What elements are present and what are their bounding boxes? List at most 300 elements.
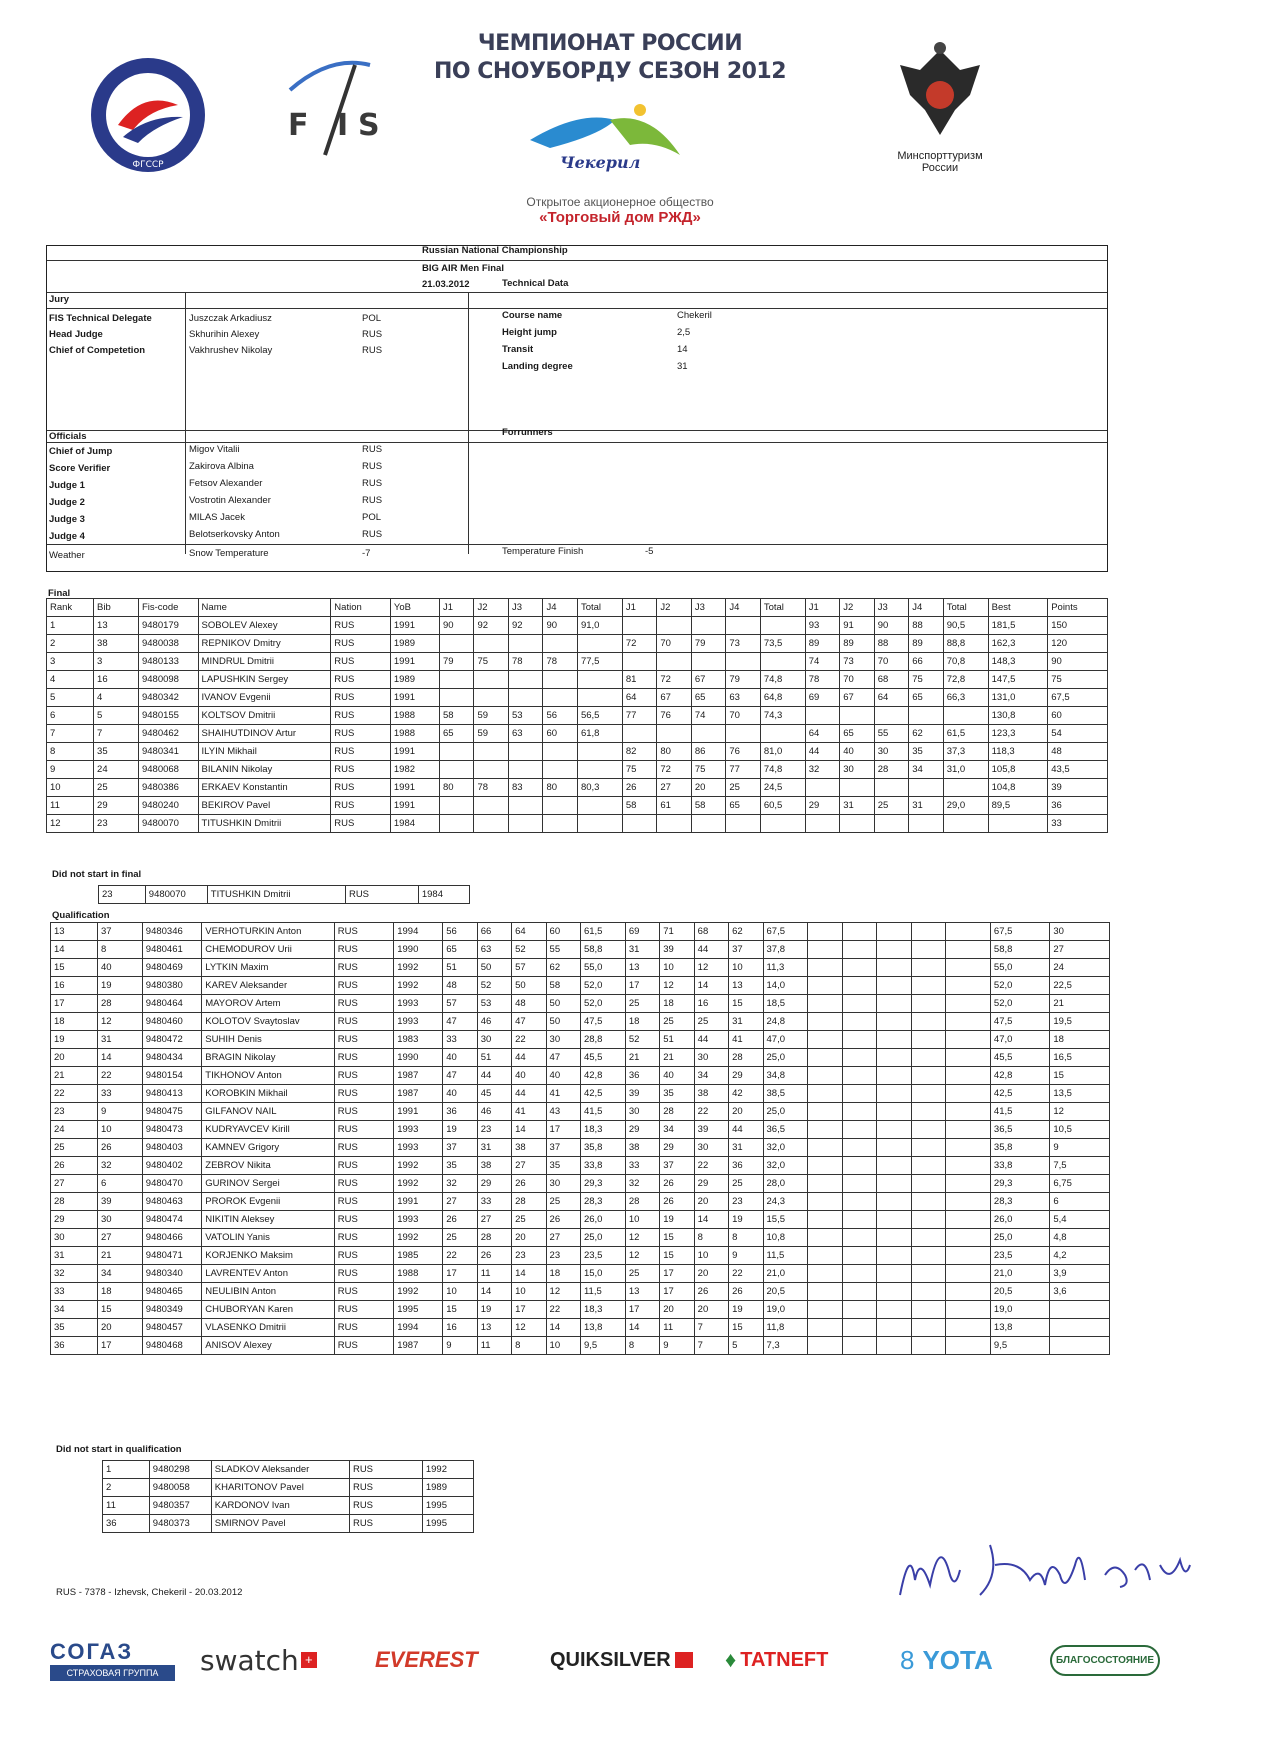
qualification-row-cell [911,1067,945,1085]
official-role-3: Judge 2 [49,497,85,508]
qualification-row-cell: 45,5 [990,1049,1049,1067]
final-row-cell: 72 [657,671,691,689]
final-row-cell: 75 [909,671,943,689]
final-row-cell [657,653,691,671]
qualification-row-cell: 45,5 [580,1049,625,1067]
tech-key-3: Landing degree [502,361,573,372]
qualification-row-cell: 44 [694,1031,728,1049]
qualification-row-cell [1050,1301,1110,1319]
final-row-cell [543,743,577,761]
rzd-sponsor [480,195,760,235]
qualification-row-cell: 9480464 [142,995,201,1013]
final-row-cell [508,797,542,815]
qualification-row-cell: 9480380 [142,977,201,995]
qualification-row-cell: 35 [546,1157,580,1175]
qualification-row-cell [946,1319,991,1337]
qualification-row-cell: 65 [443,941,477,959]
final-row-cell: 38 [94,635,139,653]
qualification-row-cell [946,1211,991,1229]
qualification-row-cell: 1990 [394,941,443,959]
qualification-row-cell: 9480434 [142,1049,201,1067]
qualification-row-cell [911,941,945,959]
final-row-cell: 9480462 [138,725,198,743]
column-header: Fis-code [138,599,198,617]
final-row-cell: RUS [331,635,391,653]
column-header: YoB [390,599,439,617]
qualification-row-cell: 9480475 [142,1103,201,1121]
qualification-row-cell: 11 [660,1319,694,1337]
final-row-cell: 29 [94,797,139,815]
qualification-row-cell: CHEMODUROV Urii [202,941,335,959]
qualification-row [51,941,1110,959]
qualification-row-cell: 52 [625,1031,659,1049]
qualification-row-cell: 9480472 [142,1031,201,1049]
qualification-row-cell: 28 [512,1193,546,1211]
final-row-cell: 78 [543,653,577,671]
qualification-row-cell: 60 [546,923,580,941]
final-row-cell [474,815,508,833]
qualification-row-cell: 27 [51,1175,98,1193]
qualification-row-cell: 26 [97,1139,142,1157]
final-row-cell: 35 [909,743,943,761]
qualification-row [51,1247,1110,1265]
qualification-row-cell: 25,0 [763,1049,808,1067]
final-row-cell: 1 [47,617,94,635]
qualification-row-cell: 51 [660,1031,694,1049]
qualification-row-cell: 1994 [394,923,443,941]
final-row-cell: 81 [622,671,656,689]
qualification-row-cell: 13 [729,977,763,995]
final-row [47,797,1108,815]
final-row-cell: 79 [691,635,725,653]
qualification-row-cell: 9480474 [142,1211,201,1229]
final-row-cell [440,797,474,815]
qualification-row-cell [911,1031,945,1049]
final-row-cell: 30 [874,743,908,761]
qualification-row [51,1031,1110,1049]
final-row-cell: 3 [47,653,94,671]
qualification-row-cell: 69 [625,923,659,941]
qualification-row-cell: 14 [477,1283,511,1301]
qualification-row-cell: RUS [334,1319,393,1337]
final-row-cell: 5 [47,689,94,707]
qualification-row-cell: SUHIH Denis [202,1031,335,1049]
final-header-row [47,599,1108,617]
qualification-row-cell: 31 [51,1247,98,1265]
svg-text:ФГССР: ФГССР [132,160,164,170]
qualification-row-cell: 10 [512,1283,546,1301]
qualification-row-cell [842,1139,876,1157]
qualification-row-cell [842,1301,876,1319]
dns-qual-row [103,1479,474,1497]
qualification-row-cell: 28,0 [763,1175,808,1193]
qualification-row-cell: 52 [512,941,546,959]
dns-qual-row [103,1515,474,1533]
qualification-row-cell: 44 [512,1049,546,1067]
qualification-row-cell: 28 [625,1193,659,1211]
official-name-1: Zakirova Albina [189,461,254,472]
tech-value-3: 31 [677,361,688,372]
qualification-row-cell: 26 [477,1247,511,1265]
column-header: Rank [47,599,94,617]
qualification-row-cell [877,977,911,995]
final-row-cell: 130,8 [988,707,1048,725]
final-row-cell: 88 [874,635,908,653]
official-nation-4: POL [362,512,382,523]
final-row-cell: 75 [474,653,508,671]
qualification-row-cell: 17 [625,1301,659,1319]
qualification-row-cell: 17 [51,995,98,1013]
final-row-cell: 75 [1048,671,1108,689]
qualification-row-cell: RUS [334,1337,393,1355]
qualification-row-cell [946,1103,991,1121]
qualification-row-cell: 29,3 [990,1175,1049,1193]
qualification-row-cell: 11 [477,1265,511,1283]
final-row-cell [543,671,577,689]
qualification-row-cell: 35 [660,1085,694,1103]
qualification-row-cell [877,1247,911,1265]
final-row-cell: 59 [474,707,508,725]
final-row-cell: 64 [874,689,908,707]
qualification-row-cell: 6 [97,1175,142,1193]
final-row-cell: 70 [726,707,760,725]
final-row-cell [657,815,691,833]
final-row-cell: 63 [726,689,760,707]
qualification-row-cell: 10,5 [1050,1121,1110,1139]
qualification-row-cell: 41 [546,1085,580,1103]
qualification-row-cell: 10,8 [763,1229,808,1247]
qualification-row-cell: 9480154 [142,1067,201,1085]
qualification-row-cell: 55,0 [580,959,625,977]
ministry-label: Минспорттуризм России [897,150,983,174]
final-row-cell [691,815,725,833]
final-row [47,617,1108,635]
qualification-row-cell: 8 [694,1229,728,1247]
dns-final-row-cell: 9480070 [145,886,207,904]
jury-nation-2: RUS [362,345,383,356]
qualification-row-cell: 40 [443,1049,477,1067]
title-line-1: ЧЕМПИОНАТ РОССИИ [477,31,743,56]
qualification-row-cell: 9480470 [142,1175,201,1193]
qualification-row-cell [808,1265,842,1283]
qualification-row-cell: 33,8 [990,1157,1049,1175]
qualification-row-cell [842,1283,876,1301]
final-row-cell: 73 [840,653,874,671]
qualification-row-cell [842,995,876,1013]
qualification-row-cell: 50 [546,995,580,1013]
snow-temperature-value: -7 [362,548,371,559]
final-row-cell [805,779,839,797]
qualification-row-cell [808,1337,842,1355]
qualification-row-cell: 9480402 [142,1157,201,1175]
qualification-row-cell: 38,5 [763,1085,808,1103]
final-row-cell: 5 [94,707,139,725]
final-row-cell: 1989 [390,635,439,653]
qualification-row-cell: 20 [694,1265,728,1283]
qualification-row-cell: 14 [51,941,98,959]
qualification-row-cell: 6,75 [1050,1175,1110,1193]
final-row-cell: 3 [94,653,139,671]
dns-final-row-cell: TITUSHKIN Dmitrii [207,886,345,904]
qualification-row-cell: 1991 [394,1103,443,1121]
qualification-row-cell [946,959,991,977]
qualification-row-cell: 26 [546,1211,580,1229]
final-row-cell: 29 [805,797,839,815]
final-row-cell: 67,5 [1048,689,1108,707]
final-row-cell: 30 [840,761,874,779]
qualification-row-cell [877,1013,911,1031]
qualification-row-cell: RUS [334,1283,393,1301]
qualification-row-cell: 15,5 [763,1211,808,1229]
qualification-row-cell: 29 [729,1067,763,1085]
final-row-cell: RUS [331,653,391,671]
qualification-row-cell: 29,3 [580,1175,625,1193]
final-row-cell [943,779,988,797]
qualification-row-cell [877,1319,911,1337]
qualification-row-cell [877,1211,911,1229]
official-nation-3: RUS [362,495,383,506]
final-row-cell: 76 [657,707,691,725]
final-row-cell: 1991 [390,797,439,815]
qualification-row-cell [808,1211,842,1229]
qualification-row-cell [877,1121,911,1139]
qualification-row-cell [808,959,842,977]
qualification-row-cell: 17 [546,1121,580,1139]
qualification-row-cell: 12 [694,959,728,977]
dns-qual-row-cell: 1995 [422,1515,473,1533]
final-row-cell [622,617,656,635]
qualification-row-cell: 25 [625,1265,659,1283]
qualification-row-cell: KORJENKO Maksim [202,1247,335,1265]
final-row-cell [577,797,622,815]
final-row-cell: RUS [331,617,391,635]
qualification-row-cell: 34 [51,1301,98,1319]
qualification-row-cell: 19,5 [1050,1013,1110,1031]
final-row-cell [657,725,691,743]
qualification-row-cell: 11,5 [580,1283,625,1301]
qualification-row-cell [877,1193,911,1211]
qualification-row-cell [808,1031,842,1049]
qualification-row-cell: 28 [97,995,142,1013]
qualification-row-cell: 11,3 [763,959,808,977]
qualification-row-cell: 47 [443,1013,477,1031]
qualification-row-cell: RUS [334,1193,393,1211]
final-row-cell: LAPUSHKIN Sergey [198,671,331,689]
qualification-row-cell: 1991 [394,1193,443,1211]
qualification-row-cell: RUS [334,1265,393,1283]
qualification-row-cell: 27 [1050,941,1110,959]
qualification-row-cell: 44 [694,941,728,959]
final-row-cell [577,761,622,779]
qualification-row-cell: 20 [512,1229,546,1247]
qualification-row-cell: 18 [1050,1031,1110,1049]
qualification-row-cell: 10 [97,1121,142,1139]
qualification-row-cell: 10 [546,1337,580,1355]
qualification-row-cell: 13,8 [990,1319,1049,1337]
column-header: Nation [331,599,391,617]
final-row-cell: 1991 [390,779,439,797]
dns-final-table [98,885,470,904]
final-row-cell: 44 [805,743,839,761]
qualification-row-cell: 30 [625,1103,659,1121]
qualification-row-cell: BRAGIN Nikolay [202,1049,335,1067]
dns-qual-row-cell: RUS [349,1479,422,1497]
final-row-cell [440,671,474,689]
final-row-cell: 9480155 [138,707,198,725]
final-row-cell: 78 [508,653,542,671]
final-row-cell [577,671,622,689]
qualification-row-cell [1050,1319,1110,1337]
qualification-row-cell: 13 [625,1283,659,1301]
final-row-cell: 147,5 [988,671,1048,689]
qualification-row-cell: 31 [729,1139,763,1157]
qualification-row-cell: 39 [694,1121,728,1139]
final-row-cell: 9 [47,761,94,779]
final-row-cell: 33 [1048,815,1108,833]
dns-qual-row-cell: 1989 [422,1479,473,1497]
qualification-row-cell: 20 [660,1301,694,1319]
final-row-cell: 1982 [390,761,439,779]
qualification-row-cell: 26 [694,1283,728,1301]
qualification-row-cell: 47,0 [990,1031,1049,1049]
qualification-row-cell: 9480473 [142,1121,201,1139]
everest-logo: EVEREST [375,1647,478,1672]
final-row-cell: 53 [508,707,542,725]
final-row-cell: 7 [47,725,94,743]
qualification-row-cell [842,977,876,995]
final-row-cell: 73,5 [760,635,805,653]
qualification-row-cell: 23,5 [990,1247,1049,1265]
qualification-row-cell: 21 [51,1067,98,1085]
qualification-row-cell [808,1139,842,1157]
final-row-cell: MINDRUL Dmitrii [198,653,331,671]
qualification-row-cell: 18 [660,995,694,1013]
qualification-label: Qualification [52,910,110,921]
final-row-cell: 72 [657,761,691,779]
official-role-4: Judge 3 [49,514,85,525]
final-row-cell: 32 [805,761,839,779]
final-row-cell [840,815,874,833]
qualification-row-cell: VATOLIN Yanis [202,1229,335,1247]
final-row-cell [840,779,874,797]
qualification-row-cell: 18 [546,1265,580,1283]
qualification-row-cell [842,959,876,977]
qualification-row-cell: 25 [729,1175,763,1193]
final-row-cell: 16 [94,671,139,689]
qualification-row-cell: 27 [443,1193,477,1211]
qualification-row-cell: 9480413 [142,1085,201,1103]
qualification-row-cell: 29 [625,1121,659,1139]
final-row-cell: 89,5 [988,797,1048,815]
qualification-row-cell: 41,5 [990,1103,1049,1121]
qualification-row-cell: 16,5 [1050,1049,1110,1067]
qualification-row-cell: 25 [660,1013,694,1031]
final-row-cell: 92 [474,617,508,635]
dns-qual-row-cell: 2 [103,1479,150,1497]
final-row-cell: 31 [840,797,874,815]
final-row-cell: 31 [909,797,943,815]
dns-qual-row-cell: 9480058 [149,1479,211,1497]
final-row-cell: 90 [874,617,908,635]
final-row-cell: 68 [874,671,908,689]
qualification-row-cell: RUS [334,1157,393,1175]
qualification-row-cell: 24,3 [763,1193,808,1211]
qualification-row-cell: 9480403 [142,1139,201,1157]
column-header: J1 [440,599,474,617]
qualification-row-cell [842,1031,876,1049]
qualification-row-cell [911,1283,945,1301]
dns-qual-row-cell: SLADKOV Aleksander [211,1461,349,1479]
official-role-5: Judge 4 [49,531,85,542]
rzd-line-1: Открытое акционерное общество [526,195,714,209]
qualification-row-cell [911,995,945,1013]
qualification-row-cell [842,1319,876,1337]
qualification-row-cell: 55 [546,941,580,959]
qualification-row-cell: 64 [512,923,546,941]
final-row-cell: ILYIN Mikhail [198,743,331,761]
final-row-cell: 1991 [390,689,439,707]
final-row [47,707,1108,725]
qualification-row-cell: 22 [729,1265,763,1283]
final-row-cell: 162,3 [988,635,1048,653]
qualification-row-cell: 22 [51,1085,98,1103]
qualification-row-cell: 1993 [394,1013,443,1031]
qualification-row-cell: 47,5 [580,1013,625,1031]
ministry-logo [880,40,1000,174]
qualification-row-cell: 15 [1050,1067,1110,1085]
qualification-row-cell [877,1337,911,1355]
qualification-row-cell: 61,5 [580,923,625,941]
qualification-row-cell: 20,5 [763,1283,808,1301]
qualification-row-cell: 9480466 [142,1229,201,1247]
final-row-cell: SHAIHUTDINOV Artur [198,725,331,743]
qualification-row-cell: ZEBROV Nikita [202,1157,335,1175]
qualification-row-cell: 9480468 [142,1337,201,1355]
qualification-row-cell: 5 [729,1337,763,1355]
qualification-row-cell: 21,0 [763,1265,808,1283]
final-row-cell: 72 [622,635,656,653]
final-row-cell [726,725,760,743]
event-subtitle: BIG AIR Men Final [422,263,504,274]
final-row [47,761,1108,779]
qualification-row-cell: 3,6 [1050,1283,1110,1301]
qualification-row-cell: 36 [729,1157,763,1175]
qualification-row-cell [808,977,842,995]
qualification-row-cell: 1993 [394,1139,443,1157]
final-row-cell: RUS [331,707,391,725]
qualification-row-cell: 13,8 [580,1319,625,1337]
qualification-row-cell [911,1175,945,1193]
column-header: Points [1048,599,1108,617]
qualification-row-cell: 30 [97,1211,142,1229]
qualification-row-cell [842,1067,876,1085]
final-row-cell: 64,8 [760,689,805,707]
qualification-row-cell: 30 [694,1049,728,1067]
qualification-row-cell: 44 [477,1067,511,1085]
qualification-row-cell: 14 [512,1121,546,1139]
final-row-cell [508,743,542,761]
qualification-row-cell: 41 [512,1103,546,1121]
qualification-row-cell: 25 [51,1139,98,1157]
qualification-row-cell: 39 [97,1193,142,1211]
final-row-cell: 79 [726,671,760,689]
final-row-cell: 148,3 [988,653,1048,671]
handwritten-signature [880,1525,1200,1605]
qualification-row-cell: 40 [660,1067,694,1085]
final-row-cell [474,743,508,761]
final-row-cell: 61,5 [943,725,988,743]
qualification-row-cell: 57 [443,995,477,1013]
